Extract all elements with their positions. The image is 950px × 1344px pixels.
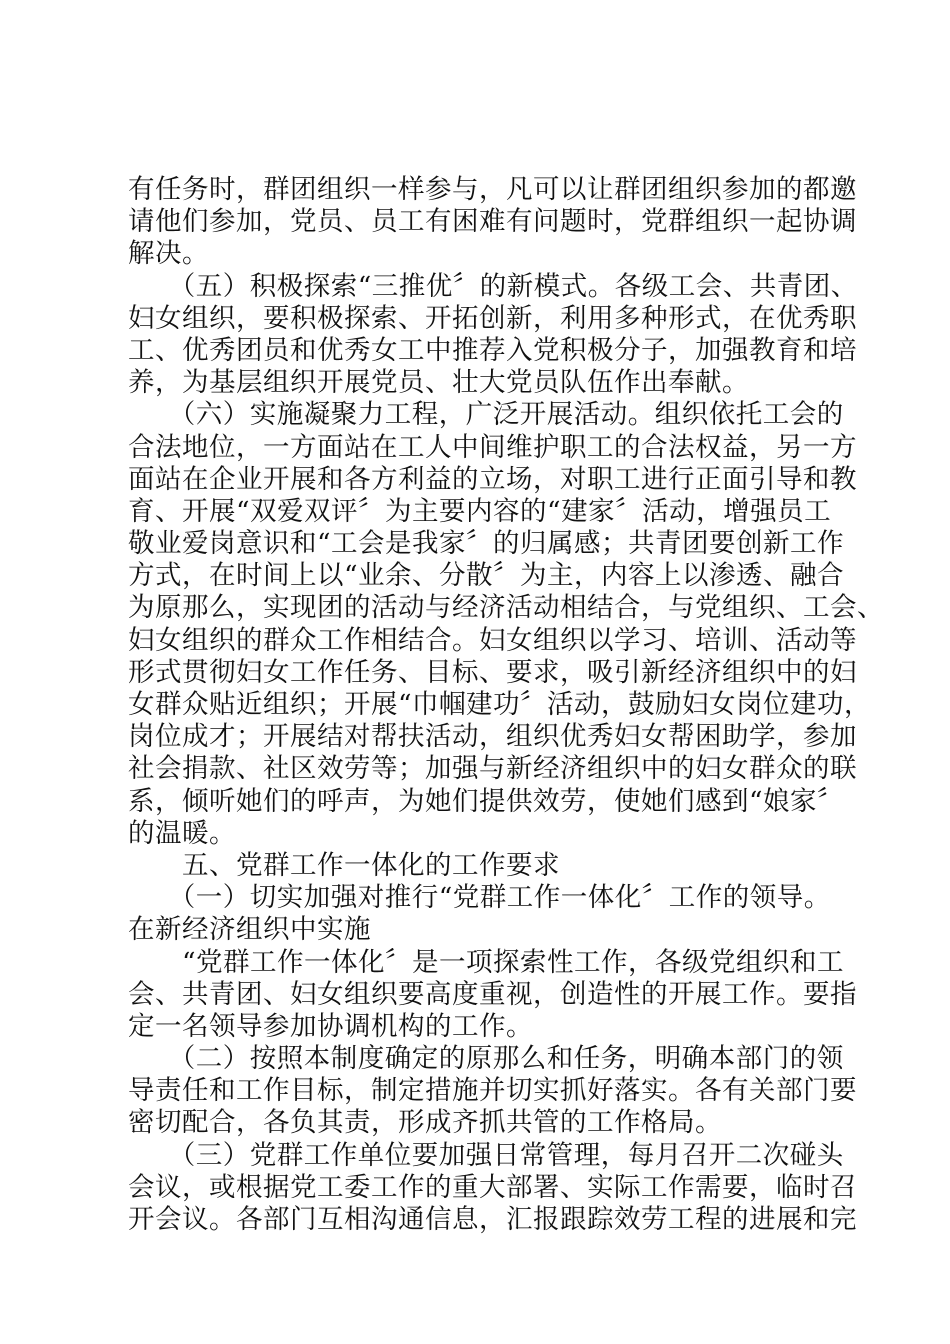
- text-line: （五）积极探索“三推优〞的新模式。各级工会、共青团、: [128, 270, 858, 302]
- text-line: 社会捐款、社区效劳等；加强与新经济组织中的妇女群众的联: [128, 753, 857, 785]
- text-line: 为原那么，实现团的活动与经济活动相结合，与党组织、工会、: [128, 592, 884, 624]
- text-line: 的温暖。: [128, 817, 236, 849]
- text-line: 合法地位，一方面站在工人中间维护职工的合法权益，另一方: [128, 431, 857, 463]
- text-line: 形式贯彻妇女工作任务、目标、要求，吸引新经济组织中的妇: [128, 656, 857, 688]
- text-line: 岗位成才；开展结对帮扶活动，组织优秀妇女帮困助学，参加: [128, 721, 857, 753]
- text-line: 会、共青团、妇女组织要高度重视，创造性的开展工作。要指: [128, 978, 857, 1010]
- text-line: 请他们参加，党员、员工有困难有问题时，党群组织一起协调: [128, 206, 857, 238]
- text-line: 有任务时，群团组织一样参与，凡可以让群团组织参加的都邀: [128, 174, 857, 205]
- text-line: （二）按照本制度确定的原那么和任务，明确本部门的领: [128, 1043, 844, 1075]
- text-line: 方式，在时间上以“业余、分散〞为主，内容上以渗透、融合: [128, 560, 845, 592]
- text-line: 女群众贴近组织；开展“巾帼建功〞活动，鼓励妇女岗位建功，: [128, 689, 872, 720]
- text-line: （三）党群工作单位要加强日常管理，每月召开二次碰头: [128, 1139, 844, 1171]
- text-line: 开会议。各部门互相沟通信息，汇报跟踪效劳工程的进展和完: [128, 1204, 857, 1235]
- text-line: 育、开展“双爱双评〞为主要内容的“建家〞活动，增强员工: [128, 495, 832, 527]
- text-line: 面站在企业开展和各方利益的立场，对职工进行正面引导和教: [128, 463, 857, 495]
- text-line: 养，为基层组织开展党员、壮大党员队伍作出奉献。: [128, 367, 749, 399]
- text-line: 导责任和工作目标，制定措施并切实抓好落实。各有关部门要: [128, 1075, 857, 1107]
- text-line: 妇女组织的群众工作相结合。妇女组织以学习、培训、活动等: [128, 624, 857, 656]
- text-line: （一）切实加强对推行“党群工作一体化〞工作的领导。: [128, 882, 831, 914]
- text-line: 解决。: [128, 238, 209, 270]
- text-line: 在新经济组织中实施: [128, 914, 371, 946]
- text-line: （六）实施凝聚力工程，广泛开展活动。组织依托工会的: [128, 399, 844, 431]
- text-line: “党群工作一体化〞是一项探索性工作，各级党组织和工: [128, 946, 845, 978]
- text-line: 定一名领导参加协调机构的工作。: [128, 1010, 533, 1042]
- section-heading: 五、党群工作一体化的工作要求: [128, 849, 560, 881]
- text-line: 工、优秀团员和优秀女工中推荐入党积极分子，加强教育和培: [128, 334, 857, 366]
- text-line: 妇女组织，要积极探索、开拓创新，利用多种形式，在优秀职: [128, 302, 857, 334]
- text-line: 系，倾听她们的呼声，为她们提供效劳，使她们感到“娘家〞: [128, 785, 845, 817]
- text-line: 敬业爱岗意识和“工会是我家〞的归属感；共青团要创新工作: [128, 528, 845, 560]
- text-line: 密切配合，各负其责，形成齐抓共管的工作格局。: [128, 1107, 722, 1139]
- text-line: 会议，或根据党工委工作的重大部署、实际工作需要，临时召: [128, 1171, 857, 1203]
- document-body: [128, 174, 884, 1236]
